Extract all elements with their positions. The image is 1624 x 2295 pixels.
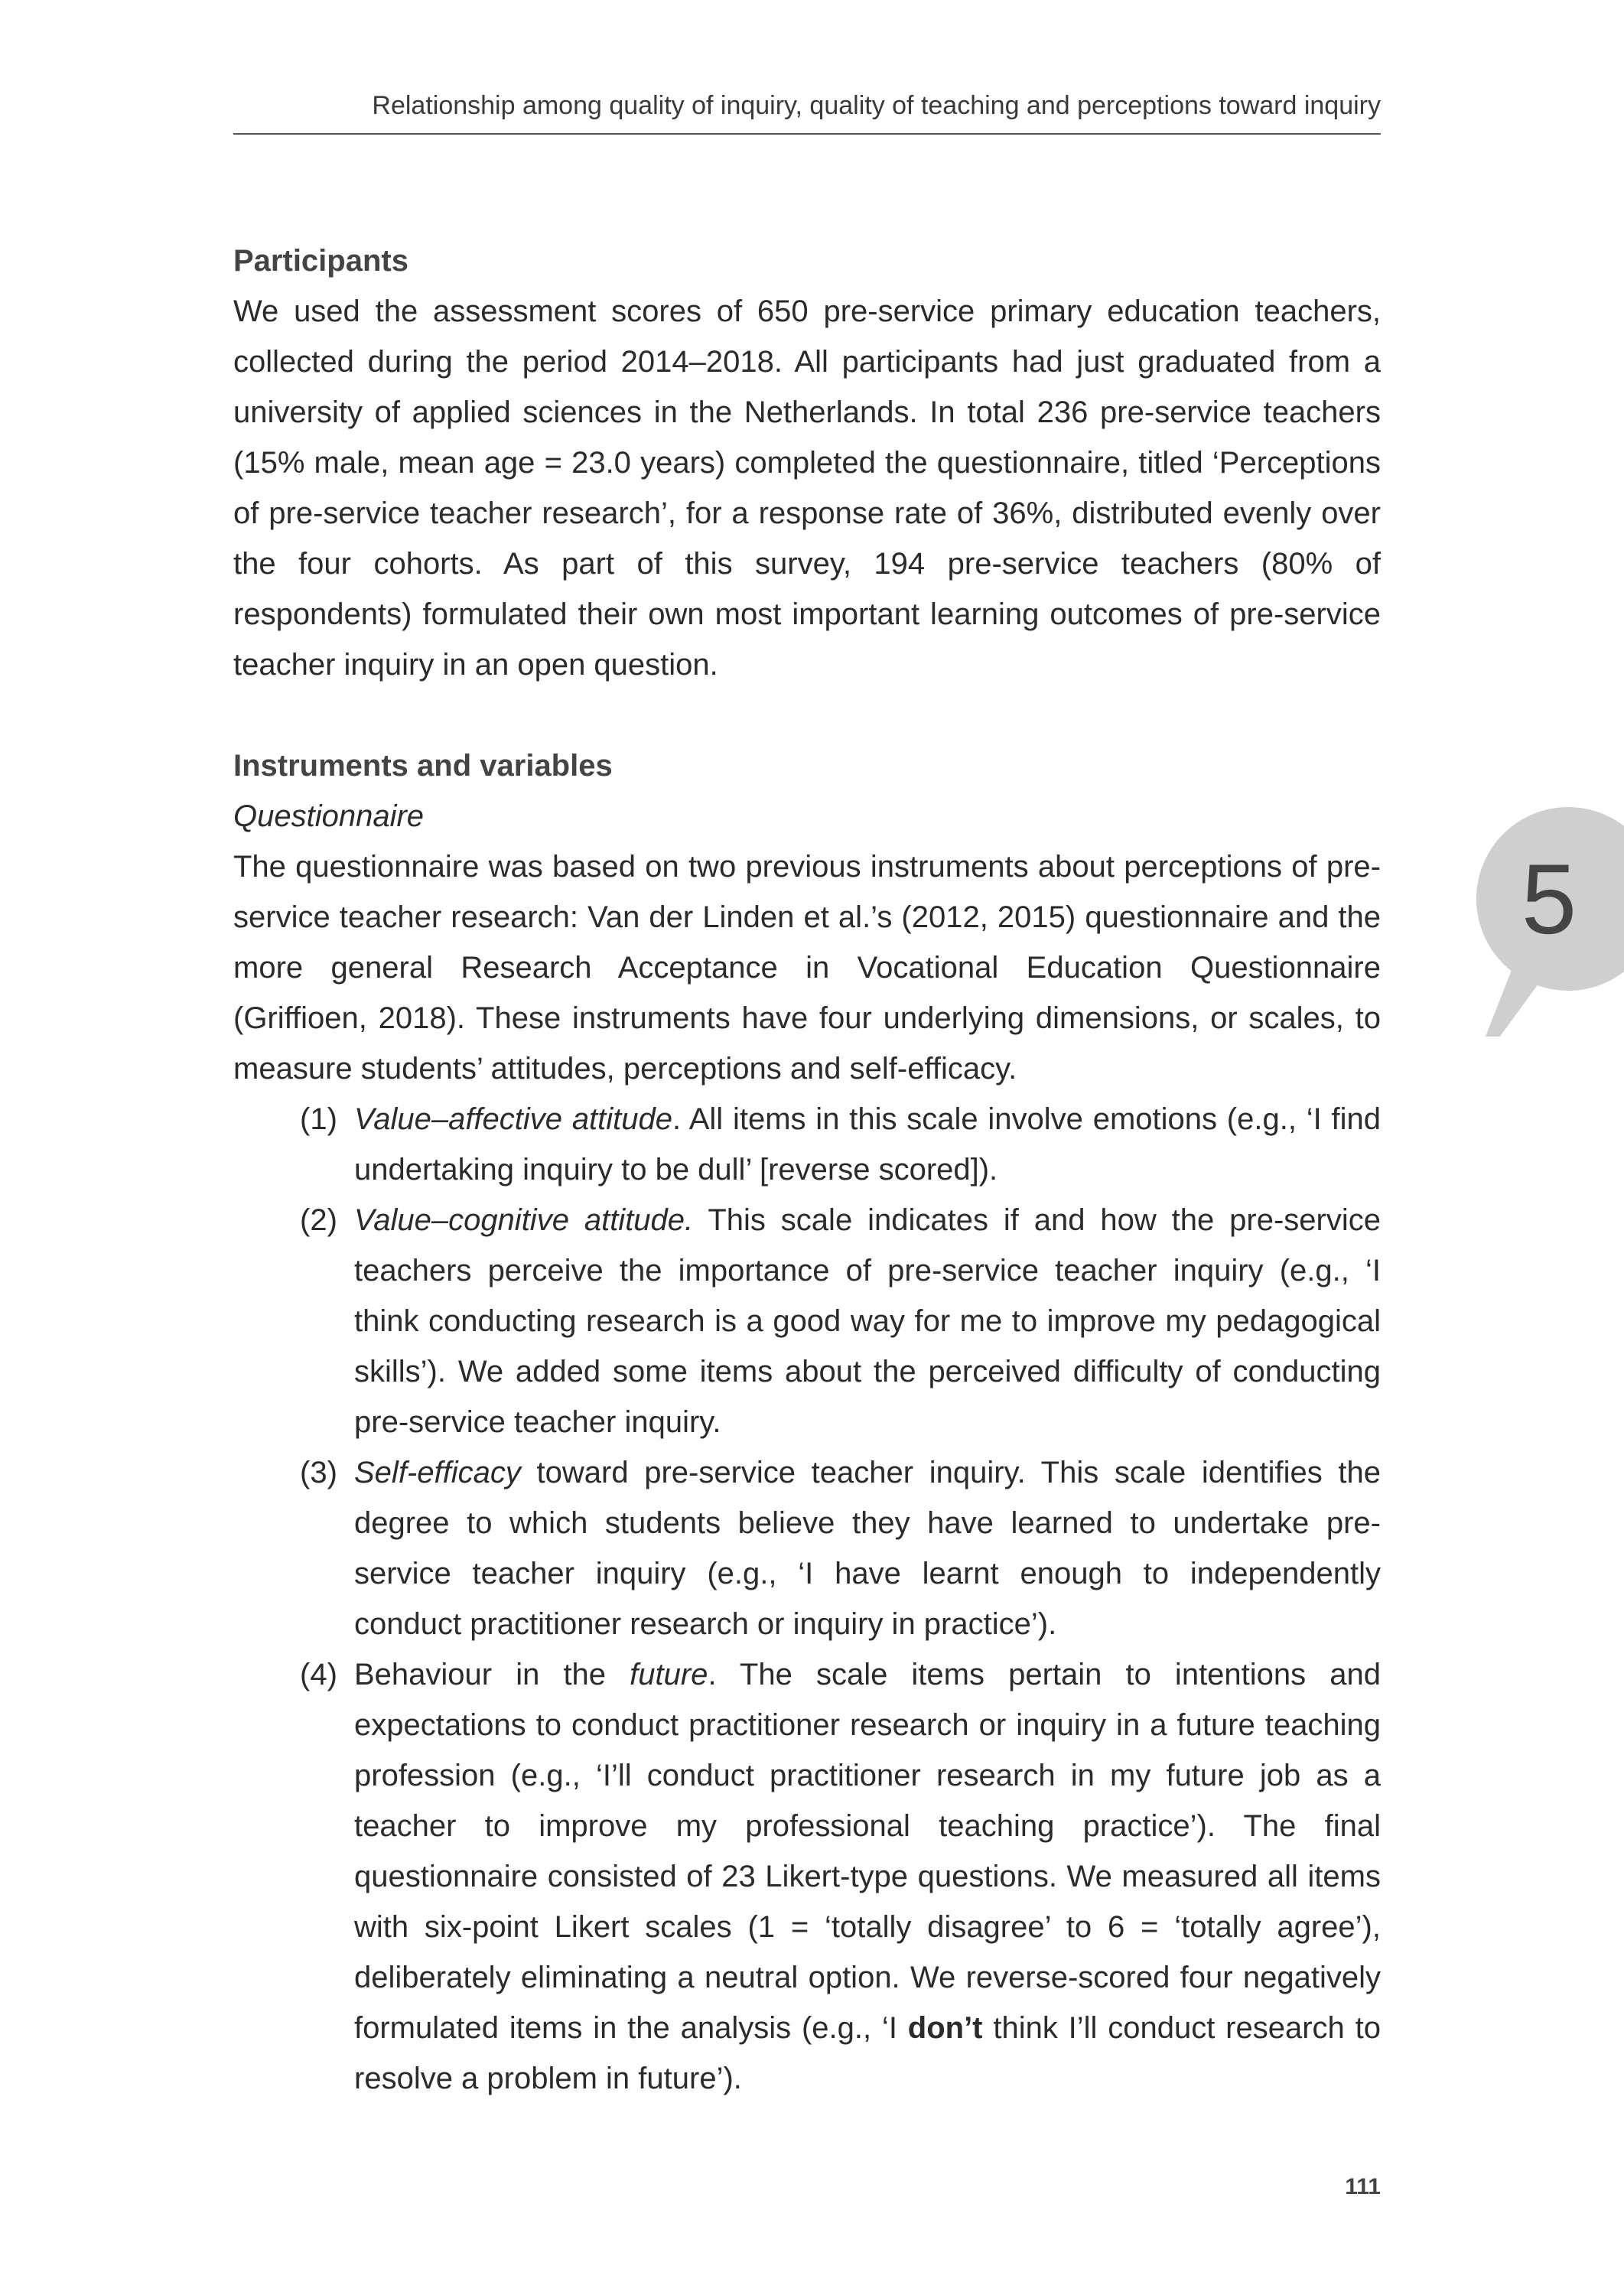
running-header: Relationship among quality of inquiry, quality of teaching and perceptions toward inquiry — [372, 91, 1381, 120]
instruments-heading: Instruments and variables — [233, 749, 613, 783]
header-rule — [233, 133, 1381, 135]
chapter-number: 5 — [1521, 843, 1577, 955]
page-body — [233, 236, 1381, 2104]
list-item — [233, 1649, 1381, 2104]
list-item-number: (1) — [300, 1102, 337, 1136]
participants-paragraph: We used the assessment scores of 650 pre-service primary education teachers, collected during the period 2014–2018. All participants had just graduated from a university of applied sciences in the Netherlands. In total 236 pre-service teachers (15% male, mean age = 23.0 years) completed the questionnaire, titled ‘Perceptions of pre-service teacher research’, for a response rate of 36%, distributed evenly over the four cohorts. As part of this survey, 194 pre-service teachers (80% of respondents) formulated their own most important learning outcomes of pre-service teacher inquiry in an open question. — [233, 295, 1381, 682]
list-item-number: (2) — [300, 1203, 337, 1237]
scale-term: Value–affective attitude — [354, 1102, 673, 1136]
emphasis-bold: don’t — [907, 2011, 983, 2045]
participants-heading: Participants — [233, 244, 408, 278]
scale-term: future — [630, 1658, 708, 1691]
scale-description-end: think I’ll conduct research to resolve a problem in future’). — [354, 2011, 1381, 2095]
list-item — [233, 1094, 1381, 1195]
questionnaire-intro: The questionnaire was based on two previous instruments about perceptions of pre-service teacher research: Van der Linden et al.’s (2012, 2015) questionnaire and the more general Research Acceptance in Vocational Education Questionnaire (Griffioen, 2018). These instruments have four underlying dimensions, or scales, to measure students’ attitudes, perceptions and self-efficacy. — [233, 850, 1381, 1086]
list-item-number: (3) — [300, 1456, 337, 1489]
scale-description: toward pre-service teacher inquiry. This scale identifies the degree to which students believe they have learned to undertake pre-service teacher inquiry (e.g., ‘I have learnt enough to independently conduct practitioner research or inquiry in practice’). — [354, 1456, 1381, 1641]
page-number: 111 — [1345, 2174, 1381, 2199]
scale-description: . The scale items pertain to intentions and expectations to conduct practitioner research or inquiry in a future teaching profession (e.g., ‘I’ll conduct practitioner research in my future job as a teacher to improve my professional teaching practice’). The final questionnaire consisted of 23 Likert-type questions. We measured all items with six-point Likert scales (1 = ‘totally disagree’ to 6 = ‘totally agree’), deliberately eliminating a neutral option. We reverse-scored four negatively formulated items in the analysis (e.g., ‘I — [354, 1658, 1381, 2045]
scale-description: This scale indicates if and how the pre-service teachers perceive the importance of pre-service teacher inquiry (e.g., ‘I think conducting research is a good way for me to improve my pedagogical skills’). We added some items about the perceived difficulty of conducting pre-service teacher inquiry. — [354, 1203, 1382, 1439]
list-item — [233, 1447, 1381, 1649]
list-item — [233, 1195, 1381, 1447]
scale-prefix: Behaviour in the — [354, 1658, 630, 1691]
scale-description: . All items in this scale involve emotions (e.g., ‘I find undertaking inquiry to be dull’ [reverse scored]). — [354, 1102, 1381, 1187]
scale-term: Self-efficacy — [354, 1456, 521, 1489]
questionnaire-subheading: Questionnaire — [233, 799, 425, 833]
scale-term: Value–cognitive attitude. — [354, 1203, 694, 1237]
list-item-number: (4) — [300, 1658, 337, 1691]
scales-list — [233, 1094, 1381, 2104]
section-spacer — [233, 690, 1381, 741]
